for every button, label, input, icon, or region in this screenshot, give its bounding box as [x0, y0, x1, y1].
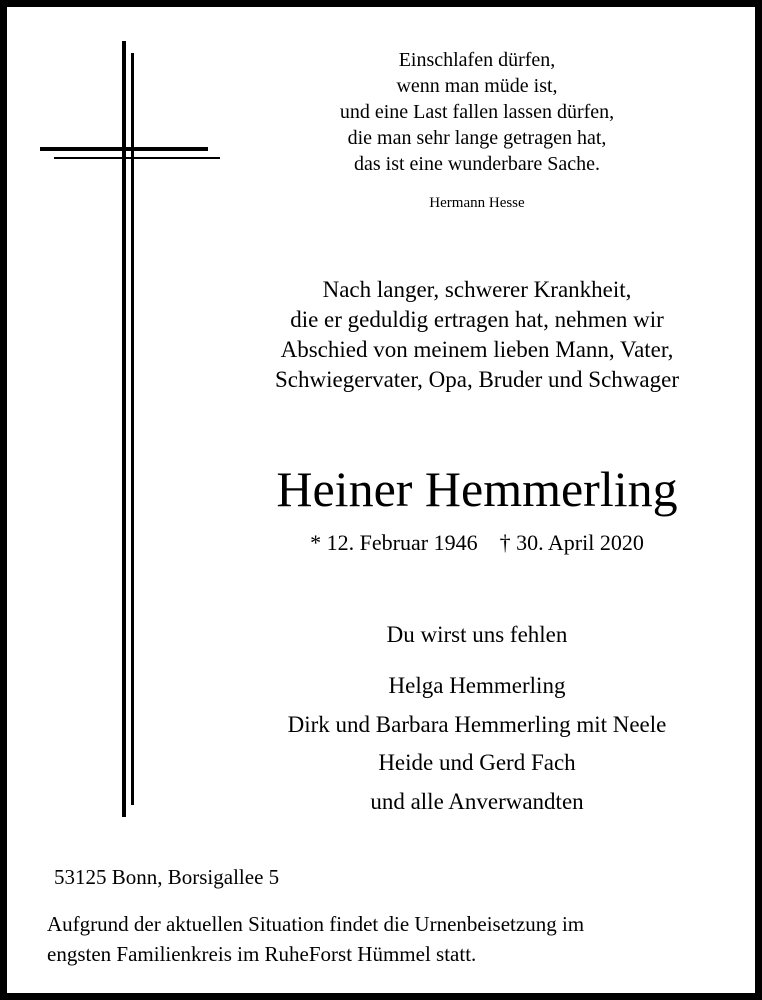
note-line: Aufgrund der aktuellen Situation findet die Urnenbeisetzung im [47, 912, 585, 936]
quote-author: Hermann Hesse [429, 195, 525, 211]
mourner-line: und alle Anverwandten [370, 788, 584, 814]
quote-line: die man sehr lange getragen hat, [347, 127, 607, 149]
quote-line: Einschlafen dürfen, [398, 49, 556, 71]
life-dates [247, 530, 707, 556]
intro-line: Abschied von meinem lieben Mann, Vater, [280, 337, 674, 362]
death-date: † 30. April 2020 [499, 530, 644, 555]
mourner-line: Heide und Gerd Fach [378, 750, 576, 775]
intro-line: die er geduldig ertragen hat, nehmen wir [290, 307, 664, 332]
intro-line: Nach langer, schwerer Krankheit, [322, 277, 632, 302]
deceased-name: Heiner Hemmerling [276, 461, 678, 517]
hesse-quote [307, 47, 647, 177]
quote-line: und eine Last fallen lassen dürfen, [339, 101, 615, 123]
intro-text [227, 275, 727, 395]
quote-line: wenn man müde ist, [396, 75, 558, 97]
intro-line: Schwiegervater, Opa, Bruder und Schwager [275, 367, 679, 392]
birth-date: * 12. Februar 1946 [310, 530, 478, 555]
quote-line: das ist eine wunderbare Sache. [353, 153, 600, 175]
mourner-line: Helga Hemmerling [388, 673, 566, 698]
mourner-line: Dirk und Barbara Hemmerling mit Neele [287, 711, 667, 737]
note-line: engsten Familienkreis im RuheForst Hümmel statt. [47, 942, 477, 966]
family-address: 53125 Bonn, Borsigallee 5 [54, 865, 280, 889]
mourners-list [197, 667, 757, 821]
closing-phrase: Du wirst uns fehlen [386, 622, 568, 647]
burial-note [47, 909, 584, 969]
